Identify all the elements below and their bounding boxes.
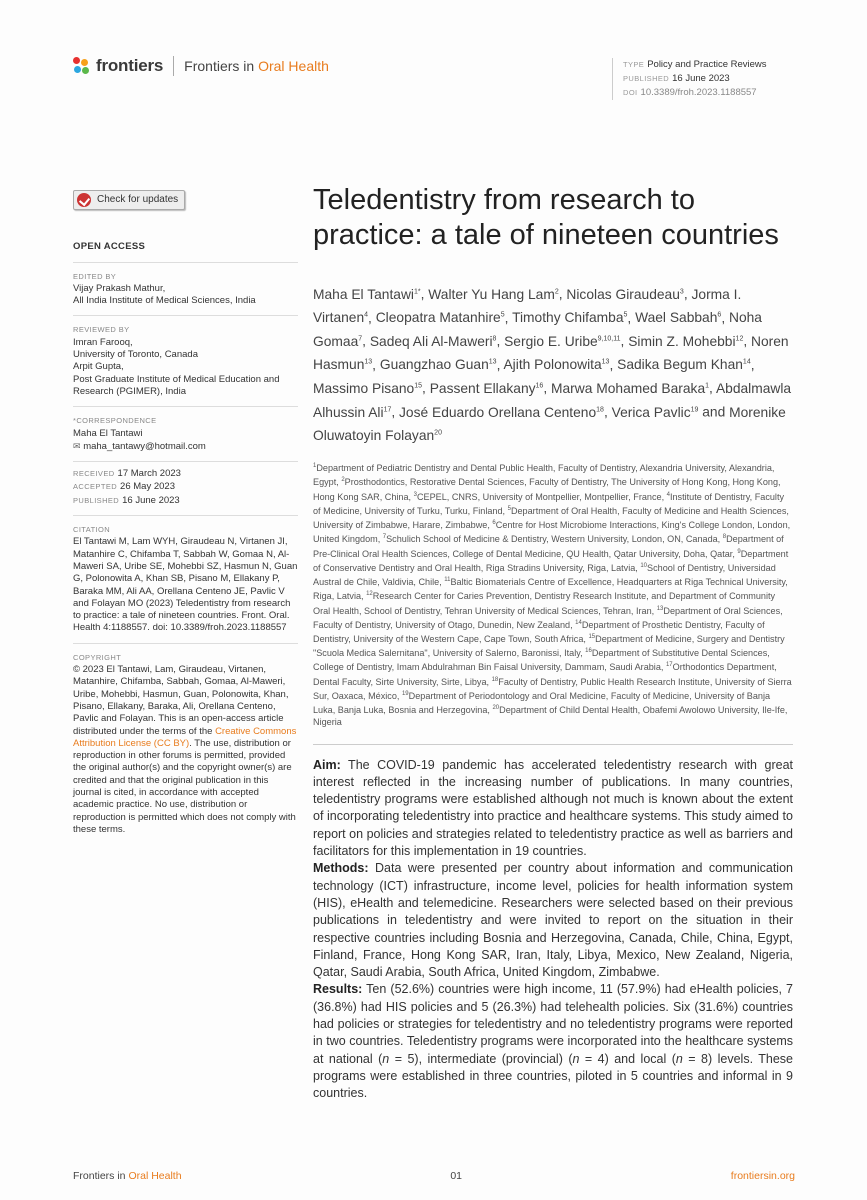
affiliation-item: Department of Periodontology and Oral Medicine, Faculty of Medicine, University of Banja Luka, Banja Luka, Bosnia and Herzegovina, — [313, 690, 771, 716]
author-name[interactable]: Simin Z. Mohebbi$^{12}$ — [628, 333, 744, 349]
affiliation-item: Prosthodontics, Restorative Dental Sciences, Faculty of Dentistry, The University of Hong Kong, Hong Kong, Hong Kong SAR, China, — [313, 477, 781, 502]
frontiersin-link[interactable]: frontiersin.org — [730, 1170, 795, 1182]
mail-icon: ✉ — [73, 440, 81, 451]
brand-name: frontiers — [96, 56, 164, 75]
check-for-updates-button[interactable]: Check for updates — [73, 190, 185, 210]
affiliation-item: Department of Prosthetic Dentistry, Faculty of Dentistry, University of the Western Cape, Cape Town, South Africa, — [313, 619, 765, 644]
article-main — [313, 183, 793, 1103]
author-name[interactable]: Massimo Pisano$^{15}$ — [313, 380, 423, 396]
affiliation-item: Institute of Dentistry, Faculty of Medicine, University of Turku, Turku, Finland, — [313, 491, 785, 516]
affiliation-item: Department of Substitutive Dental Sciences, College of Dentistry, Imam Abdulrahman Bin Faisal University, Dammam, Saudi Arabia, — [313, 648, 770, 673]
editor: Vijay Prakash Mathur, All India Institute of Medical Sciences, India — [73, 282, 256, 307]
cc-by-license-link[interactable]: Creative Commons Attribution License (CC BY) — [73, 725, 297, 749]
footer-journal: Frontiers in Oral Health — [73, 1170, 182, 1182]
author-name[interactable]: Maha El Tantawi$^{1*}$ — [313, 286, 421, 302]
affiliation-item: Department of Conservative Dentistry and Oral Health, Riga Stradins University, Riga, Latvia, — [313, 548, 789, 573]
affiliation-item: CEPEL, CNRS, University of Montpellier, Montpellier, France, — [416, 491, 667, 502]
affiliation-item: Faculty of Dentistry, Public Health Research Institute, University of Sierra Sur, Oaxaca, México, — [313, 676, 792, 701]
journal-name: Frontiers in Oral Health — [184, 58, 329, 74]
copyright-text: © 2023 El Tantawi, Lam, Giraudeau, Virtanen, Matanhire, Chifamba, Sabbah, Gomaa, Al-Maweri, Uribe, Mohebbi, Hasmun, Guan, Polonowita, Khan, Pisano, Ellakany, Baraka, Ali, Orellana Centeno, Pavlic and Folayan. This is an open-access article distributed under the terms of the Creative Commons Attribution License (CC BY). The use, distribution or reproduction in other forums is permitted, provided the original author(s) and the copyright owner(s) are credited and that the original publication in this journal is cited, in accordance with accepted academic practice. No use, distribution or reproduction is permitted which does not comply with these terms. — [73, 664, 297, 835]
author-name[interactable]: Nicolas Giraudeau$^3$ — [566, 286, 684, 302]
affiliation-item: Department of Oral Sciences, Faculty of Dentistry, University of Otago, Dunedin, New Zealand, — [313, 605, 783, 630]
author-name[interactable]: Sadeq Ali Al-Maweri$^8$ — [369, 333, 497, 349]
affiliation-item: School of Dentistry, Universidad Austral de Chile, Valdivia, Chile, — [313, 562, 776, 588]
affiliation-item: Department of Child Dental Health, Obafemi Awolowo University, Ile-Ife, Nigeria — [313, 705, 788, 728]
affiliation-item: Research Center for Caries Prevention, Dentistry Research Institute, and Department of Community Oral Health, School of Dentistry, Tehran University of Medical Sciences, Tehran, Iran, — [313, 591, 776, 616]
publish-date: 16 June 2023 — [672, 73, 730, 84]
author-name[interactable]: Walter Yu Hang Lam$^2$ — [428, 286, 559, 302]
abstract — [313, 744, 793, 1103]
doi-link[interactable]: 10.3389/froh.2023.1188557 — [640, 87, 757, 98]
author-name[interactable]: Guangzhao Guan$^{13}$ — [379, 357, 497, 373]
affiliation-item: Schulich School of Medicine & Dentistry, Western University, London, ON, Canada, — [386, 534, 723, 545]
dates: RECEIVED 17 March 2023 ACCEPTED 26 May 2023 PUBLISHED 16 June 2023 — [73, 468, 181, 506]
page-number: 01 — [450, 1170, 463, 1182]
correspondence-email[interactable]: ✉ maha_tantawy@hotmail.com — [73, 440, 206, 452]
author-name[interactable]: Cleopatra Matanhire$^5$ — [375, 310, 505, 326]
affiliation-item: Department of Pre-Clinical Oral Health Sciences, College of Dental Medicine, QU Health, Qatar University, Doha, Qatar, — [313, 534, 784, 559]
author-name[interactable]: Timothy Chifamba$^5$ — [512, 310, 628, 326]
article-type: Policy and Practice Reviews — [647, 59, 767, 70]
header-logo[interactable] — [73, 56, 329, 76]
check-icon — [77, 193, 91, 207]
affiliation-item: Centre for Host Microbiome Interactions, King's College London, London, United Kingdom, — [313, 520, 791, 545]
author-name[interactable]: Morenike Oluwatoyin Folayan$^{20}$ — [313, 404, 786, 444]
author-name[interactable]: Sergio E. Uribe$^{9,10,11}$ — [504, 333, 621, 349]
author-name[interactable]: Ajith Polonowita$^{13}$ — [503, 357, 610, 373]
author-name[interactable]: Passent Ellakany$^{16}$ — [429, 380, 544, 396]
author-name[interactable]: Jorma I. Virtanen$^4$ — [313, 286, 742, 326]
author-list: Maha El Tantawi$^{1*}$, Walter Yu Hang Lam$^2$, Nicolas Giraudeau$^3$, Jorma I. Virtanen$^4$, Cleopatra Matanhire$^5$, Timothy Chifamba$^5$, Wael Sabbah$^6$, Noha Gomaa$^7$, Sadeq Ali Al-Maweri$^8$, Sergio E. Uribe$^{9,10,11}$, Simin Z. Mohebbi$^{12}$, Noren Hasmun$^{13}$, Guangzhao Guan$^{13}$, Ajith Polonowita$^{13}$, Sadika Begum Khan$^{14}$, Massimo Pisano$^{15}$, Passent Ellakany$^{16}$, Marwa Mohamed Baraka$^1$, Abdalmawla Alhussin Ali$^{17}$, José Eduardo Orellana Centeno$^{18}$, Verica Pavlic$^{19}$ and Morenike Oluwatoyin Folayan$^{20}$ — [313, 286, 792, 444]
page-footer — [73, 1170, 795, 1182]
affiliation-item: Department of Oral Health, Faculty of Medicine and Health Sciences, University of Zimbabwe, Harare, Zimbabwe, — [313, 505, 789, 531]
reviewers: Imran Farooq, University of Toronto, Canada Arpit Gupta, Post Graduate Institute of Medical Education and Research (PGIMER), India — [73, 336, 280, 397]
affiliations: $^1$Department of Pediatric Dentistry and Dental Public Health, Faculty of Dentistry, Alexandria University, Alexandria, Egypt, $^2$Prosthodontics, Restorative Dental Sciences, Faculty of Dentistry, The University of Hong Kong, Hong Kong, Hong Kong SAR, China, $^3$CEPEL, CNRS, University of Montpellier, Montpellier, France, $^4$Institute of Dentistry, Faculty of Medicine, University of Turku, Turku, Finland, $^5$Department of Oral Health, Faculty of Medicine and Health Sciences, University of Zimbabwe, Harare, Zimbabwe, $^6$Centre for Host Microbiome Interactions, King's College London, London, United Kingdom, $^7$Schulich School of Medicine & Dentistry, Western University, London, ON, Canada, $^8$Department of Pre-Clinical Oral Health Sciences, College of Dental Medicine, QU Health, Qatar University, Doha, Qatar, $^9$Department of Conservative Dentistry and Oral Health, Riga Stradins University, Riga, Latvia, $^{10}$School of Dentistry, Universidad Austral de Chile, Valdivia, Chile, $^{11}$Baltic Biomaterials Centre of Excellence, Headquarters at Riga Technical University, Riga, Latvia, $^{12}$Research Center for Caries Prevention, Dentistry Research Institute, and Department of Community Oral Health, School of Dentistry, Tehran University of Medical Sciences, Tehran, Iran, $^{13}$Department of Oral Sciences, Faculty of Dentistry, University of Otago, Dunedin, New Zealand, $^{14}$Department of Prosthetic Dentistry, Faculty of Dentistry, University of the Western Cape, Cape Town, South Africa, $^{15}$Department of Medicine, Surgery and Dentistry "Scuola Medica Salernitana", University of Salerno, Baronissi, Italy, $^{16}$Department of Substitutive Dental Sciences, College of Dentistry, Imam Abdulrahman Bin Faisal University, Dammam, Saudi Arabia, $^{17}$Orthodontics Department, Dental Faculty, Sirte University, Sirte, Libya, $^{18}$Faculty of Dentistry, Public Health Research Institute, University of Sierra Sur, Oaxaca, México, $^{19}$Department of Periodontology and Oral Medicine, Faculty of Medicine, University of Banja Luka, Banja Luka, Bosnia and Herzegovina, $^{20}$Department of Child Dental Health, Obafemi Awolowo University, Ile-Ife, Nigeria — [313, 463, 792, 728]
author-name[interactable]: Noha Gomaa$^7$ — [313, 310, 762, 349]
frontiers-logo-icon — [73, 57, 91, 75]
logo-divider — [173, 56, 174, 76]
abstract-results: Results: Ten (52.6%) countries were high income, 11 (57.9%) had eHealth policies, 7 (36.8%) had HIS policies and 5 (26.3%) had telehealth policies. Six (31.6%) countries had policies or strategies for teledentistry and no teledentistry programs were reported in two countries. Teledentistry programs were incorporated into the healthcare systems at national (n = 5), intermediate (provincial) (n = 4) and local (n = 8) levels. These programs were established in three countries, piloted in 5 countries and informal in 9 countries. — [313, 982, 794, 1101]
abstract-aim: Aim: The COVID-19 pandemic has accelerated teledentistry research with great interest reflected in the increasing number of publications. In many countries, teledentistry programs were established although not much is known about the extent of incorporating teledentistry into practice and healthcare systems. This study aimed to report on policies and strategies related to teledentistry practice as well as barriers and facilitators for this implementation in 19 countries. — [313, 757, 793, 859]
author-name[interactable]: Sadika Begum Khan$^{14}$ — [617, 357, 751, 373]
correspondence-name: Maha El Tantawi — [73, 427, 143, 439]
affiliation-item: Orthodontics Department, Dental Faculty, Sirte University, Sirte, Libya, — [313, 662, 777, 687]
article-title: Teledentistry from research to practice: a tale of nineteen countries — [313, 184, 779, 251]
author-name[interactable]: Abdalmawla Alhussin Ali$^{17}$ — [313, 380, 792, 420]
sidebar: Check for updates OPEN ACCESS EDITED BY Vijay Prakash Mathur, All India Institute of Medical Sciences, India REVIEWED BY Imran Farooq, University of Toronto, Canada Arpit Gupta, Post Graduate Institute of Medical Education and Research (PGIMER), India *CORRESPONDENCE Maha El Tantawi ✉ maha_tantawy@hotmail.com RECEIVED 17 March 2023 ACCEPTED 26 May 2023 PUBLISHED 16 June 2023 CITATION El Tantawi M, Lam WYH, Giraudeau N, Virtanen JI, Matanhire C, Chifamba T, Sabbah W, Gomaa N, Al-Maweri SA, Uribe SE, Mohebbi SZ, Hasmun N, Guan G, Polonowita A, Khan SB, Pisano M, Ellakany P, Baraka MM, Ali AA, Orellana Centeno JE, Pavlic V and Folayan MO (2023) Teledentistry from research to practice: a tale of nineteen countries. Front. Oral. Health 4:1188557. doi: 10.3389/froh.2023.1188557 COPYRIGHT © 2023 El Tantawi, Lam, Giraudeau, Virtanen, Matanhire, Chifamba, Sabbah, Gomaa, Al-Maweri, Uribe, Mohebbi, Hasmun, Guan, Polonowita, Khan, Pisano, Ellakany, Baraka, Ali, Orellana Centeno, Pavlic and Folayan. This is an open-access article distributed under the terms of the Creative Commons Attribution License (CC BY). The use, distribution or reproduction in other forums is permitted, provided the original author(s) and the copyright owner(s) are credited and that the original publication in this journal is cited, in accordance with accepted academic practice. No use, distribution or reproduction is permitted which does not comply with these terms. — [73, 190, 298, 836]
affiliation-item: Baltic Biomaterials Centre of Excellence, Headquarters at Riga Technical University, Riga, Latvia, — [313, 577, 788, 602]
abstract-methods: Methods: Data were presented per country about information and communication technology (ICT) infrastructure, income level, policies for health information system (HIS), eHealth and telemedicine. Researchers were selected based on their previous publications in teledentistry and were invited to report on the situation in their respective countries including Bosnia and Herzegovina, Canada, Chile, China, Egypt, Finland, France, Hong Kong SAR, Iran, Italy, Libya, Mexico, New Zealand, Nigeria, Qatar, Saudi Arabia, South Africa, United Kingdom, Zimbabwe. — [313, 861, 793, 980]
citation-text: El Tantawi M, Lam WYH, Giraudeau N, Virtanen JI, Matanhire C, Chifamba T, Sabbah W, Gomaa N, Al-Maweri SA, Uribe SE, Mohebbi SZ, Hasmun N, Guan G, Polonowita A, Khan SB, Pisano M, Ellakany P, Baraka MM, Ali AA, Orellana Centeno JE, Pavlic V and Folayan MO (2023) Teledentistry from research to practice: a tale of nineteen countries. Front. Oral. Health 4:1188557. doi: 10.3389/froh.2023.1188557 — [73, 536, 298, 634]
author-name[interactable]: Marwa Mohamed Baraka$^1$ — [551, 380, 710, 396]
author-name[interactable]: Wael Sabbah$^6$ — [635, 310, 722, 326]
author-name[interactable]: José Eduardo Orellana Centeno$^{18}$ — [399, 404, 604, 420]
affiliation-item: Department of Pediatric Dentistry and Dental Public Health, Faculty of Dentistry, Alexandria University, Alexandria, Egypt, — [313, 463, 775, 488]
open-access-label: OPEN ACCESS — [73, 241, 146, 253]
author-name[interactable]: Noren Hasmun$^{13}$ — [313, 333, 789, 373]
affiliation-item: Department of Medicine, Surgery and Dentistry "Scuola Medica Salernitana", University of Salerno, Baronissi, Italy, — [313, 634, 785, 659]
article-meta: TYPE Policy and Practice Reviews PUBLISHED 16 June 2023 DOI 10.3389/froh.2023.1188557 — [612, 58, 767, 100]
author-name[interactable]: Verica Pavlic$^{19}$ — [611, 404, 699, 420]
